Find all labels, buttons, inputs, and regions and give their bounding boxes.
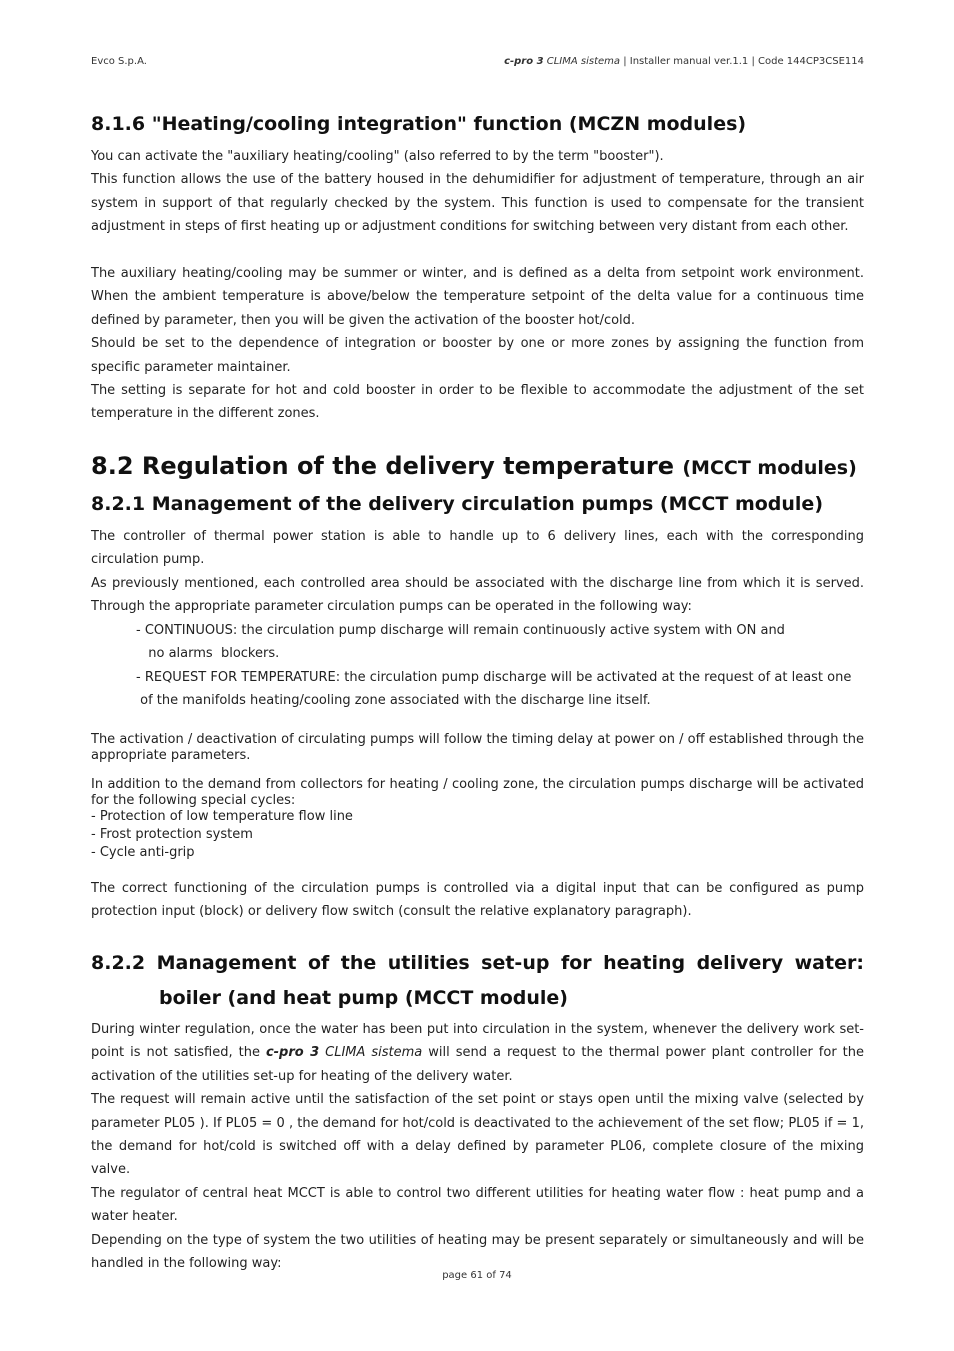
section-8-2-title-modules: (MCCT modules)	[682, 457, 857, 479]
product-name: c-pro 3	[504, 56, 544, 67]
pump-mode-list	[136, 619, 864, 713]
title-word: set-up	[481, 952, 550, 974]
list-item-continuation: of the manifolds heating/cooling zone associated with the discharge line itself.	[136, 693, 651, 709]
spacer	[91, 239, 864, 262]
paragraph: The request will remain active until the satisfaction of the set point or stays open until the mixing valve (selected by parameter PL05 ). If PL05 = 0 , the demand for hot/cold is deactivated to the achievement of the set flow; PL05 if = 1, the demand for hot/cold is switched off with a delay defined by parameter PL06, complete closure of the mixing valve.	[91, 1092, 864, 1178]
section-8-2-1-intro	[91, 525, 864, 619]
section-8-2-title-main: 8.2 Regulation of the delivery temperature	[91, 452, 683, 480]
paragraph: Depending on the type of system the two utilities of heating may be present separately or simultaneously and will be handled in the following way:	[91, 1232, 864, 1272]
product-name: c-pro 3	[265, 1045, 320, 1061]
section-8-1-6-body	[91, 145, 864, 426]
section-8-2-title	[91, 452, 864, 480]
title-word: Management	[156, 952, 297, 974]
paragraph	[91, 1018, 864, 1088]
product-subname: CLIMA sistema	[325, 1045, 423, 1061]
title-word: 8.2.2	[91, 952, 146, 974]
section-8-1-6-title: 8.1.6 "Heating/cooling integration" function (MCZN modules)	[91, 113, 747, 135]
special-cycles	[91, 777, 864, 862]
page-number: page 61 of 74	[442, 1270, 512, 1281]
section-8-2-2-body	[91, 1018, 864, 1275]
paragraph: The regulator of central heat MCCT is able to control two different utilities for heating water flow : heat pump and a water heater.	[91, 1185, 864, 1225]
title-word: heating	[603, 952, 686, 974]
section-8-2-2-title	[91, 946, 864, 1016]
title-line-2: boiler (and heat pump (MCCT module)	[159, 987, 568, 1009]
title-word: delivery	[696, 952, 784, 974]
manual-code: | Installer manual ver.1.1 | Code 144CP3CSE114	[623, 56, 864, 67]
list-item: - Cycle anti-grip	[91, 845, 195, 860]
paragraph: Should be set to the dependence of integration or booster by one or more zones by assigning the function from specific parameter maintainer.	[91, 336, 864, 375]
title-word: water:	[794, 952, 864, 974]
list-item: - CONTINUOUS: the circulation pump discharge will remain continuously active system with ON and	[136, 623, 785, 638]
title-word: for	[560, 952, 592, 974]
paragraph: You can activate the "auxiliary heating/cooling" (also referred to by the term "booster").	[91, 149, 664, 164]
section-8-2-1-title: 8.2.1 Management of the delivery circulation pumps (MCCT module)	[91, 493, 824, 515]
paragraph: This function allows the use of the battery housed in the dehumidifier for adjustment of temperature, through an air system in support of that regularly checked by the system. This function is used to compensate for the transient adjustment in steps of first heating up or adjustment conditions for switching between very distant from each other.	[91, 172, 864, 235]
title-word: the	[340, 952, 377, 974]
paragraph: The setting is separate for hot and cold booster in order to be flexible to accommodate the adjustment of the set temperature in the different zones.	[91, 383, 864, 422]
title-word: of	[307, 952, 330, 974]
text-run: During winter regulation, once the water has been put into circulation in the system, whenever the delivery work set-point is not satisfied, the	[91, 1022, 864, 1061]
paragraph: The activation / deactivation of circulating pumps will follow the timing delay at power on / off established through the appropriate parameters.	[91, 732, 864, 763]
paragraph: The auxiliary heating/cooling may be summer or winter, and is defined as a delta from setpoint work environment. When the ambient temperature is above/below the temperature setpoint of the delta value for a continuous time defined by parameter, then you will be given the activation of the booster hot/cold.	[91, 266, 864, 328]
list-item: - Protection of low temperature flow line	[91, 809, 353, 824]
paragraph: In addition to the demand from collectors for heating / cooling zone, the circulation pumps discharge will be activated for the following special cycles:	[91, 777, 864, 808]
manual-reference	[504, 56, 864, 67]
title-word: utilities	[387, 952, 470, 974]
list-item: - Frost protection system	[91, 827, 253, 842]
title-line-1	[91, 946, 864, 981]
pump-protection-paragraph	[91, 877, 864, 924]
product-subname: CLIMA sistema	[546, 56, 621, 67]
paragraph: The controller of thermal power station is able to handle up to 6 delivery lines, each with the corresponding circulation pump.	[91, 529, 864, 568]
list-item: - REQUEST FOR TEMPERATURE: the circulation pump discharge will be activated at the request of at least one	[136, 669, 852, 685]
paragraph: The correct functioning of the circulation pumps is controlled via a digital input that can be configured as pump protection input (block) or delivery flow switch (consult the relative explanatory paragraph).	[91, 881, 864, 920]
company-name: Evco S.p.A.	[91, 56, 147, 67]
text-run: will send a request to the thermal power plant controller for the activation of the utilities set-up for heating of the delivery water.	[91, 1045, 864, 1084]
paragraph: As previously mentioned, each controlled area should be associated with the discharge line from which it is served. Through the appropriate parameter circulation pumps can be operated in the following way:	[91, 575, 864, 615]
timing-paragraph	[91, 732, 864, 763]
list-item-continuation: no alarms blockers.	[140, 646, 280, 662]
